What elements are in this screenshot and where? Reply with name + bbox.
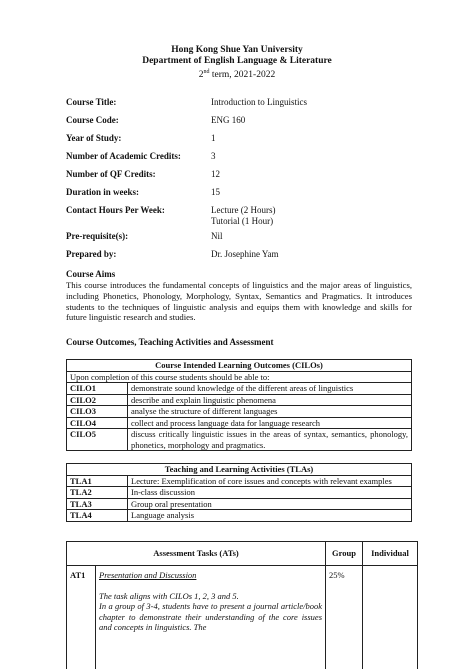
table-row: AT1 Presentation and Discussion The task aligns with CILOs 1, 2, 3 and 5. In a group of 3-4, students have to present a journal article/book chapter to demonstrate their understanding of the core issues and concepts in linguistics. The 25% <box>67 566 418 669</box>
cilo-heading: Course Intended Learning Outcomes (CILOs) <box>67 360 412 372</box>
table-row: TLA4 Language analysis <box>67 510 412 522</box>
at1-group: 25% <box>326 566 363 669</box>
tla-table <box>66 463 412 522</box>
assessment-table-wrapper <box>66 541 418 669</box>
department-name: Department of English Language & Literature <box>142 56 332 66</box>
info-row-prepared-by: Prepared by: Dr. Josephine Yam <box>66 249 279 259</box>
table-row: CILO1 demonstrate sound knowledge of the different areas of linguistics <box>67 383 412 395</box>
info-row-title: Course Title: Introduction to Linguistics <box>66 97 307 107</box>
cilo-intro: Upon completion of this course students should be able to: <box>67 371 412 383</box>
at-head-tasks: Assessment Tasks (ATs) <box>67 542 326 566</box>
at1-line1: The task aligns with CILOs 1, 2, 3 and 5. <box>99 590 239 601</box>
table-row: TLA2 In-class discussion <box>67 487 412 499</box>
info-row-duration: Duration in weeks: 15 <box>66 187 220 197</box>
info-row-year: Year of Study: 1 <box>66 133 216 143</box>
course-info <box>66 97 426 267</box>
info-row-qf-credits: Number of QF Credits: 12 <box>66 169 220 179</box>
university-name: Hong Kong Shue Yan University <box>171 45 303 55</box>
assessment-table <box>66 541 418 669</box>
cilo-table <box>66 359 412 451</box>
at1-individual <box>363 566 418 669</box>
at1-title: Presentation and Discussion <box>99 570 197 580</box>
at1-line2: In a group of 3-4, students have to present a journal article/book chapter to demonstrate their understanding of the core issues and concepts in linguistics. The <box>99 601 322 632</box>
term-line: 2nd term, 2021-2022 <box>198 69 276 81</box>
at-head-individual: Individual <box>363 542 418 566</box>
course-aims-title: Course Aims <box>66 269 116 279</box>
table-row: TLA1 Lecture: Exemplification of core issues and concepts with relevant examples <box>67 475 412 487</box>
at-head-group: Group <box>326 542 363 566</box>
course-aims-text: This course introduces the fundamental concepts of linguistics and the major areas of linguistics, including Phonetics, Phonology, Morphology, Syntax, Semantics and Pragmatics. It introduces students to the techniques of linguistic analysis and equips them with knowledge and skills for future linguistic research and studies. <box>66 280 412 323</box>
info-row-code: Course Code: ENG 160 <box>66 115 246 125</box>
table-row: TLA3 Group oral presentation <box>67 498 412 510</box>
table-row: CILO3 analyse the structure of different languages <box>67 406 412 418</box>
info-row-prerequisites: Pre-requisite(s): Nil <box>66 231 223 241</box>
info-row-contact-hours: Contact Hours Per Week: Lecture (2 Hours) Tutorial (1 Hour) <box>66 205 276 226</box>
table-row: CILO2 describe and explain linguistic phenomena <box>67 394 412 406</box>
table-row: CILO4 collect and process language data for language research <box>67 417 412 429</box>
tla-heading: Teaching and Learning Activities (TLAs) <box>67 464 412 476</box>
table-row: CILO5 discuss critically linguistic issues in the areas of syntax, semantics, phonology, phonetics, morphology and pragmatics. <box>67 429 412 451</box>
info-row-academic-credits: Number of Academic Credits: 3 <box>66 151 216 161</box>
outcomes-title: Course Outcomes, Teaching Activities and Assessment <box>66 337 274 347</box>
